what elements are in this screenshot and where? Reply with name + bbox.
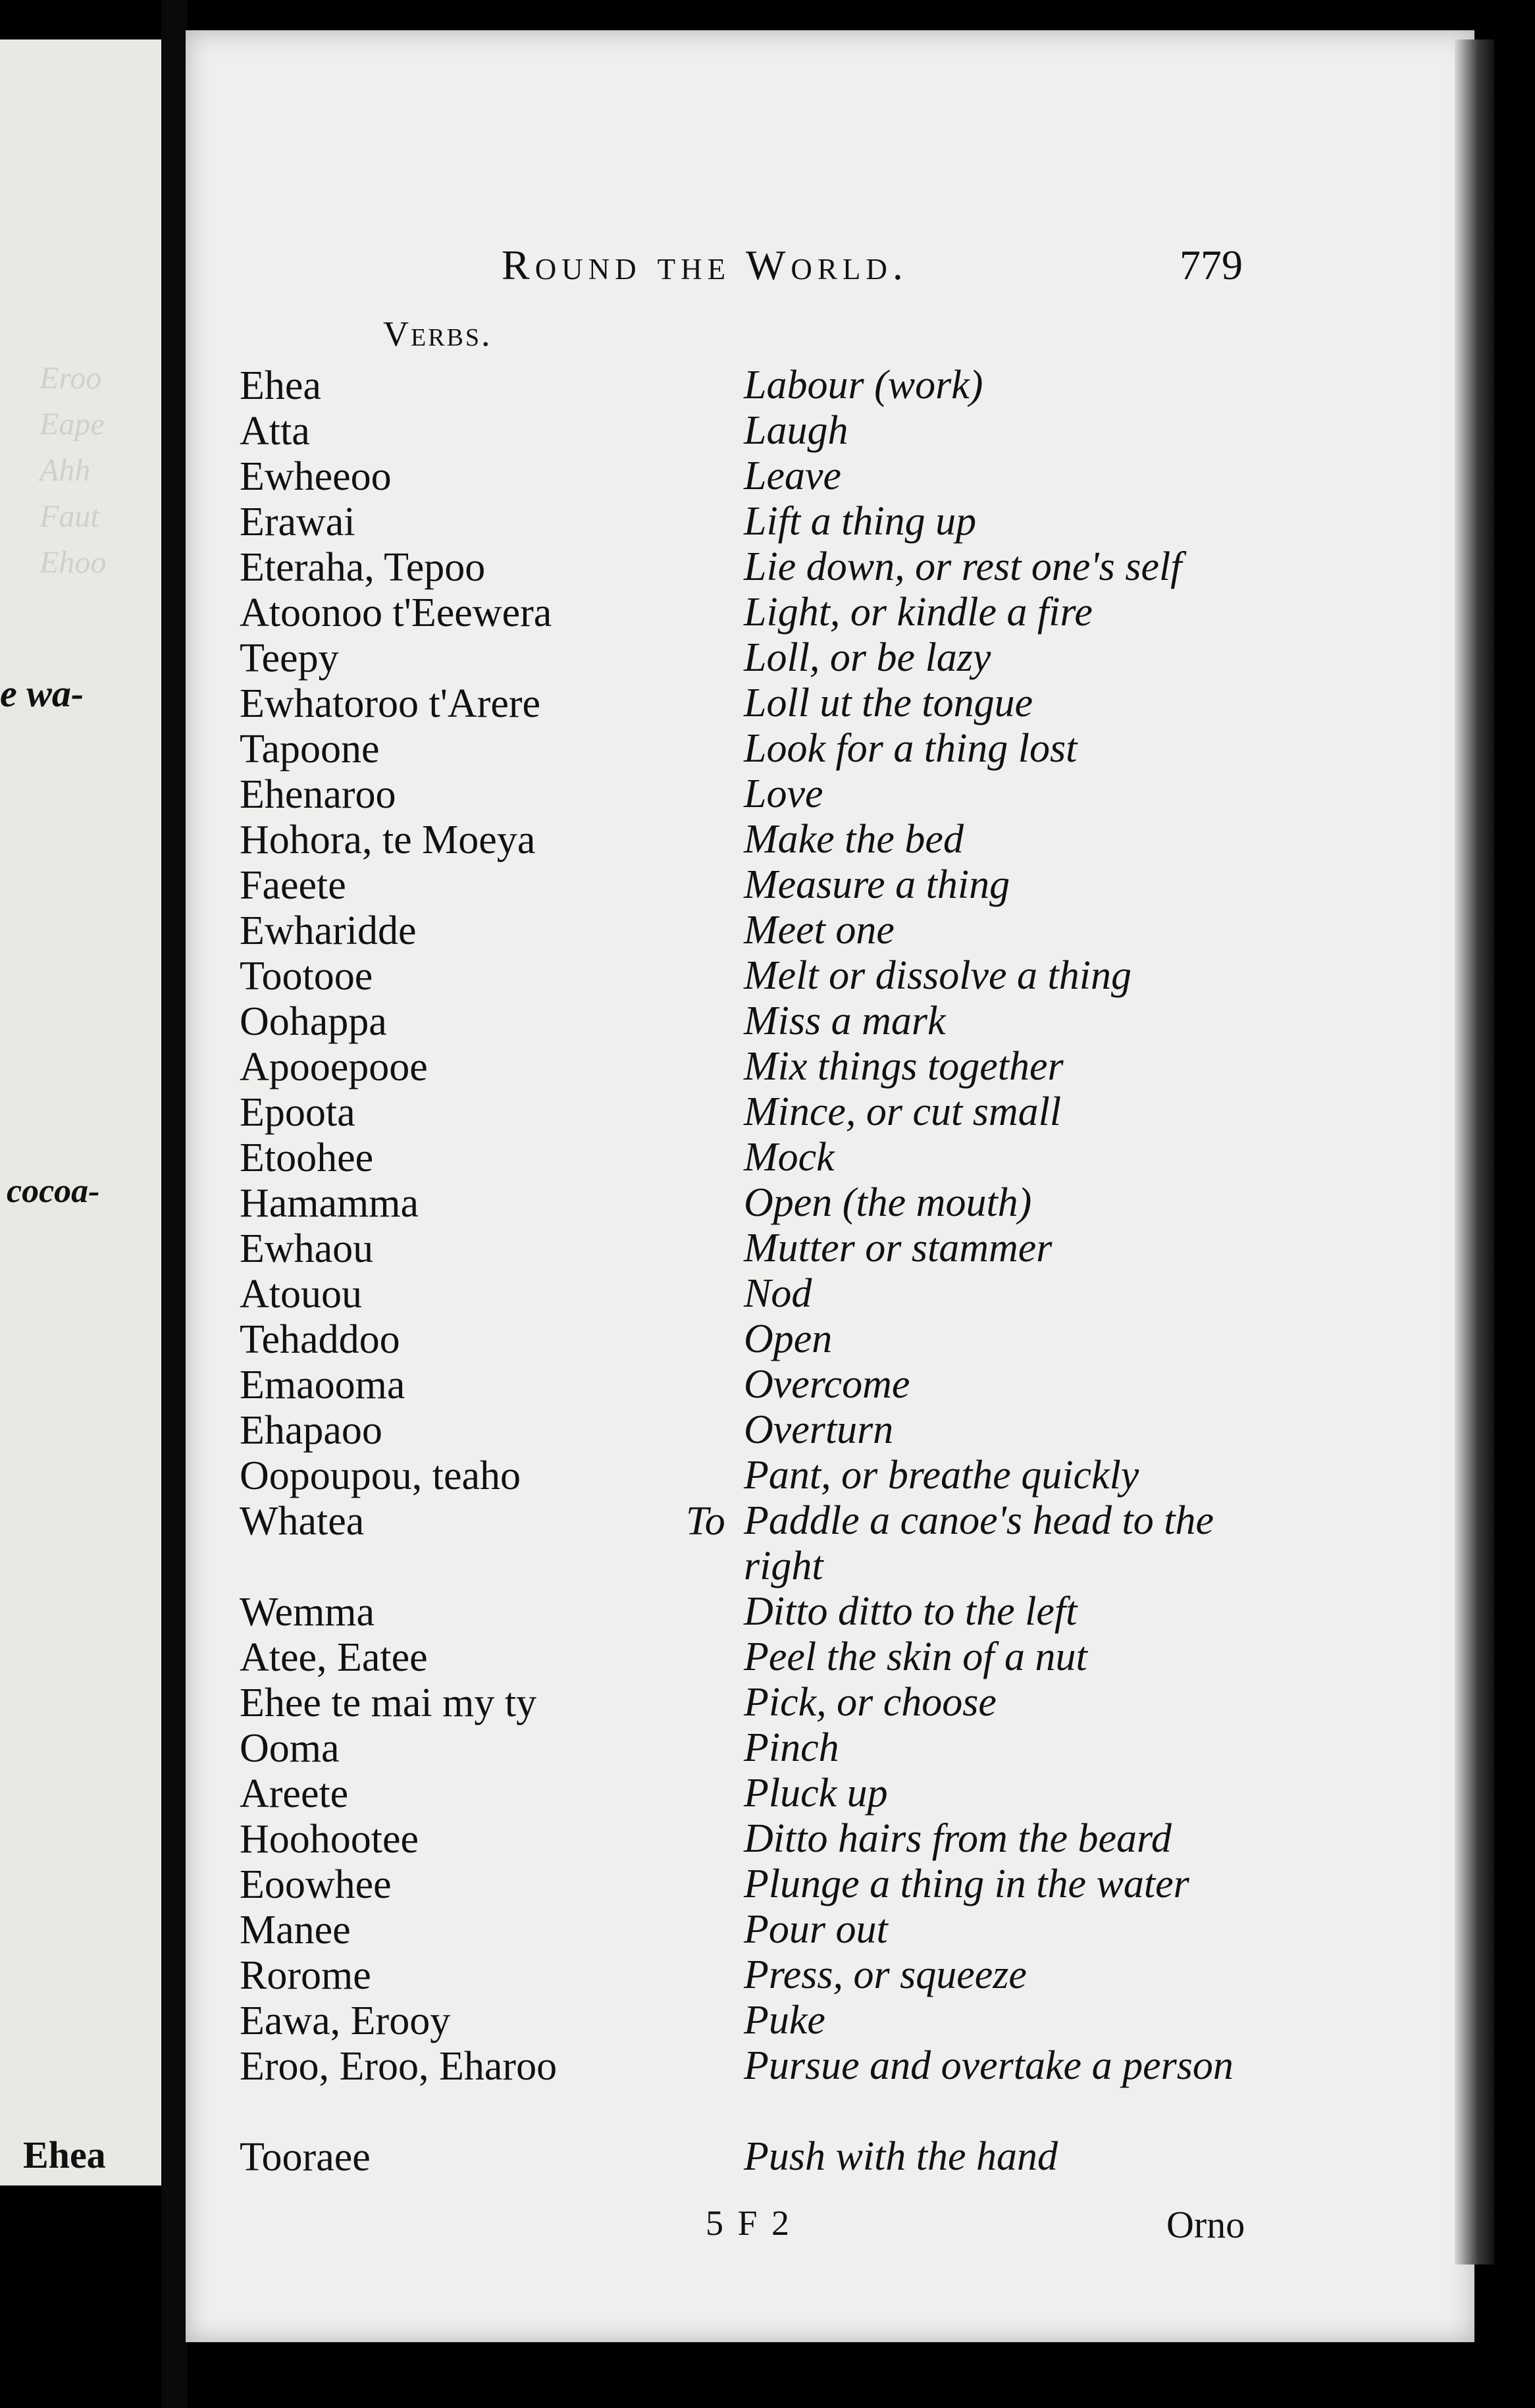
entry-term: Ewheeoo [240,454,392,499]
facing-page-word: Ehea [23,2133,106,2176]
entry-gloss: Ditto ditto to the left [744,1589,1078,1634]
entry-gloss: Make the bed [744,817,964,862]
entry-gloss: Pick, or choose [744,1680,997,1725]
vocabulary-entry [186,1635,1474,1680]
entry-gloss: Pursue and overtake a person [744,2043,1234,2088]
entry-gloss: Measure a thing [744,862,1010,907]
vocabulary-entry [186,1362,1474,1407]
entry-term: Eteraha, Tepoo [240,545,486,590]
entry-term: Ewhaou [240,1226,374,1271]
vocabulary-entry [186,1044,1474,1089]
vocabulary-entry [186,1907,1474,1952]
entry-gloss: Loll ut the tongue [744,681,1033,725]
entry-term: Erawai [240,500,355,544]
entry-gloss: Open (the mouth) [744,1180,1032,1225]
facing-page-word: e wa- [0,672,84,715]
entry-term: Ehea [240,363,321,408]
entry-term: Ehenaroo [240,772,396,817]
entry-gloss: Loll, or be lazy [744,635,991,680]
entry-gloss: Lift a thing up [744,499,977,544]
entry-term: Manee [240,1908,351,1952]
entry-term: Eoowhee [240,1862,392,1907]
vocabulary-entry [186,1998,1474,2043]
vocabulary-entry [186,1680,1474,1725]
entry-gloss: Puke [744,1998,825,2043]
catchword: Orno [1166,2203,1245,2246]
vocabulary-entry [186,1816,1474,1862]
vocabulary-entry [186,1952,1474,1998]
entry-gloss: Pour out [744,1907,888,1952]
entry-gloss: Pinch [744,1725,839,1770]
entry-term: Tapoone [240,727,380,772]
entry-term: Hohora, te Moeya [240,818,536,862]
vocabulary-entry [186,862,1474,908]
entry-term: Oohappa [240,999,387,1044]
vocabulary-entry [186,1226,1474,1271]
page-footer [186,2203,1474,2255]
vocabulary-entry [186,544,1474,590]
entry-term: Emaooma [240,1363,405,1407]
entry-term: Faeete [240,863,346,908]
entry-gloss: Laugh [744,408,848,453]
entry-gloss: Light, or kindle a fire [744,590,1093,635]
vocabulary-entry [186,2134,1474,2180]
entry-term: Apooepooe [240,1045,428,1089]
entry-term: Eroo, Eroo, Eharoo [240,2044,558,2089]
vocabulary-entry [186,999,1474,1044]
entry-gloss: Mutter or stammer [744,1226,1053,1270]
vocabulary-entry [186,2043,1474,2134]
signature-mark: 5 F 2 [706,2203,793,2243]
entry-term: Tootooe [240,954,373,999]
book-page [186,30,1474,2342]
facing-page-bleedthrough: Eroo Eape Ahh Faut Ehoo [39,361,107,580]
vocabulary-entry [186,454,1474,499]
vocabulary-entry [186,1135,1474,1180]
entry-gloss: Mock [744,1135,835,1180]
entry-term: Wemma [240,1590,375,1635]
vocabulary-entry [186,408,1474,454]
entry-gloss: Leave [744,454,842,498]
page-header [186,228,1474,294]
entry-gloss: Overcome [744,1362,910,1407]
vocabulary-entry [186,1771,1474,1816]
entry-term: Ooma [240,1726,340,1771]
entry-gloss: Nod [744,1271,812,1316]
entry-gloss: Labour (work) [744,363,983,407]
entry-term: Atta [240,409,310,454]
entry-gloss: Lie down, or rest one's self [744,544,1182,589]
entry-gloss: Push with the hand [744,2134,1058,2179]
section-heading: Verbs. [383,314,492,353]
entry-gloss: Peel the skin of a nut [744,1635,1087,1679]
entry-gloss: Plunge a thing in the water [744,1862,1189,1906]
entry-gloss: Miss a mark [744,999,946,1043]
entry-term: Epoota [240,1090,355,1135]
entry-gloss: Meet one [744,908,895,953]
vocabulary-entry [186,681,1474,726]
vocabulary-entry [186,1317,1474,1362]
vocabulary-entry [186,1862,1474,1907]
vocabulary-entry [186,1089,1474,1135]
vocabulary-entry [186,1407,1474,1453]
vocabulary-entry [186,908,1474,953]
page-edge-shadow [1455,39,1494,2264]
vocabulary-entry [186,1180,1474,1226]
entry-term: Ehee te mai my ty [240,1681,537,1725]
entry-term: Atee, Eatee [240,1635,428,1680]
running-title: Round the World. [502,242,908,288]
entry-term: Ewharidde [240,908,417,953]
entry-term: Etoohee [240,1136,374,1180]
vocabulary-entry [186,1271,1474,1317]
entry-term: Atoonoo t'Eeewera [240,590,552,635]
entry-gloss: Pluck up [744,1771,888,1816]
entry-term: Atouou [240,1272,362,1317]
vocabulary-list [186,363,1474,2180]
entry-term: Ehapaoo [240,1408,382,1453]
vocabulary-entry [186,726,1474,772]
vocabulary-entry [186,953,1474,999]
entry-term: Hamamma [240,1181,419,1226]
facing-page-edge [0,39,161,2186]
entry-term: Whatea [240,1499,365,1544]
entry-gloss: Mix things together [744,1044,1064,1089]
entry-gloss: Ditto hairs from the beard [744,1816,1172,1861]
entry-term: Teepy [240,636,339,681]
entry-term: Eawa, Erooy [240,1999,451,2043]
entry-gloss: Pant, or breathe quickly [744,1453,1139,1498]
entry-gloss: Melt or dissolve a thing [744,953,1132,998]
entry-gloss: Paddle a canoe's head to the right [744,1498,1214,1588]
vocabulary-entry [186,635,1474,681]
vocabulary-entry [186,772,1474,817]
entry-gloss: Overturn [744,1407,894,1452]
vocabulary-entry [186,1725,1474,1771]
vocabulary-entry [186,1453,1474,1498]
entry-term: Oopoupou, teaho [240,1453,521,1498]
entry-gloss: Love [744,772,823,816]
book-gutter [161,0,188,2408]
entry-gloss: Open [744,1317,833,1361]
vocabulary-entry [186,1589,1474,1635]
entry-term: Tehaddoo [240,1317,400,1362]
entry-term: Rorome [240,1953,371,1998]
entry-term: Ewhatoroo t'Arere [240,681,541,726]
entry-term: Tooraee [240,2135,371,2180]
vocabulary-entry [186,590,1474,635]
facing-page-word: cocoa- [7,1172,100,1210]
entry-term: Areete [240,1771,349,1816]
vocabulary-entry [186,499,1474,544]
vocabulary-entry [186,1498,1474,1589]
vocabulary-entry [186,363,1474,408]
page-number: 779 [1180,242,1243,288]
entry-gloss: Look for a thing lost [744,726,1078,771]
entry-gloss: Press, or squeeze [744,1952,1027,1997]
entry-term: Hoohootee [240,1817,419,1862]
vocabulary-entry [186,817,1474,862]
entry-prefix: To [686,1499,725,1544]
entry-gloss: Mince, or cut small [744,1089,1062,1134]
